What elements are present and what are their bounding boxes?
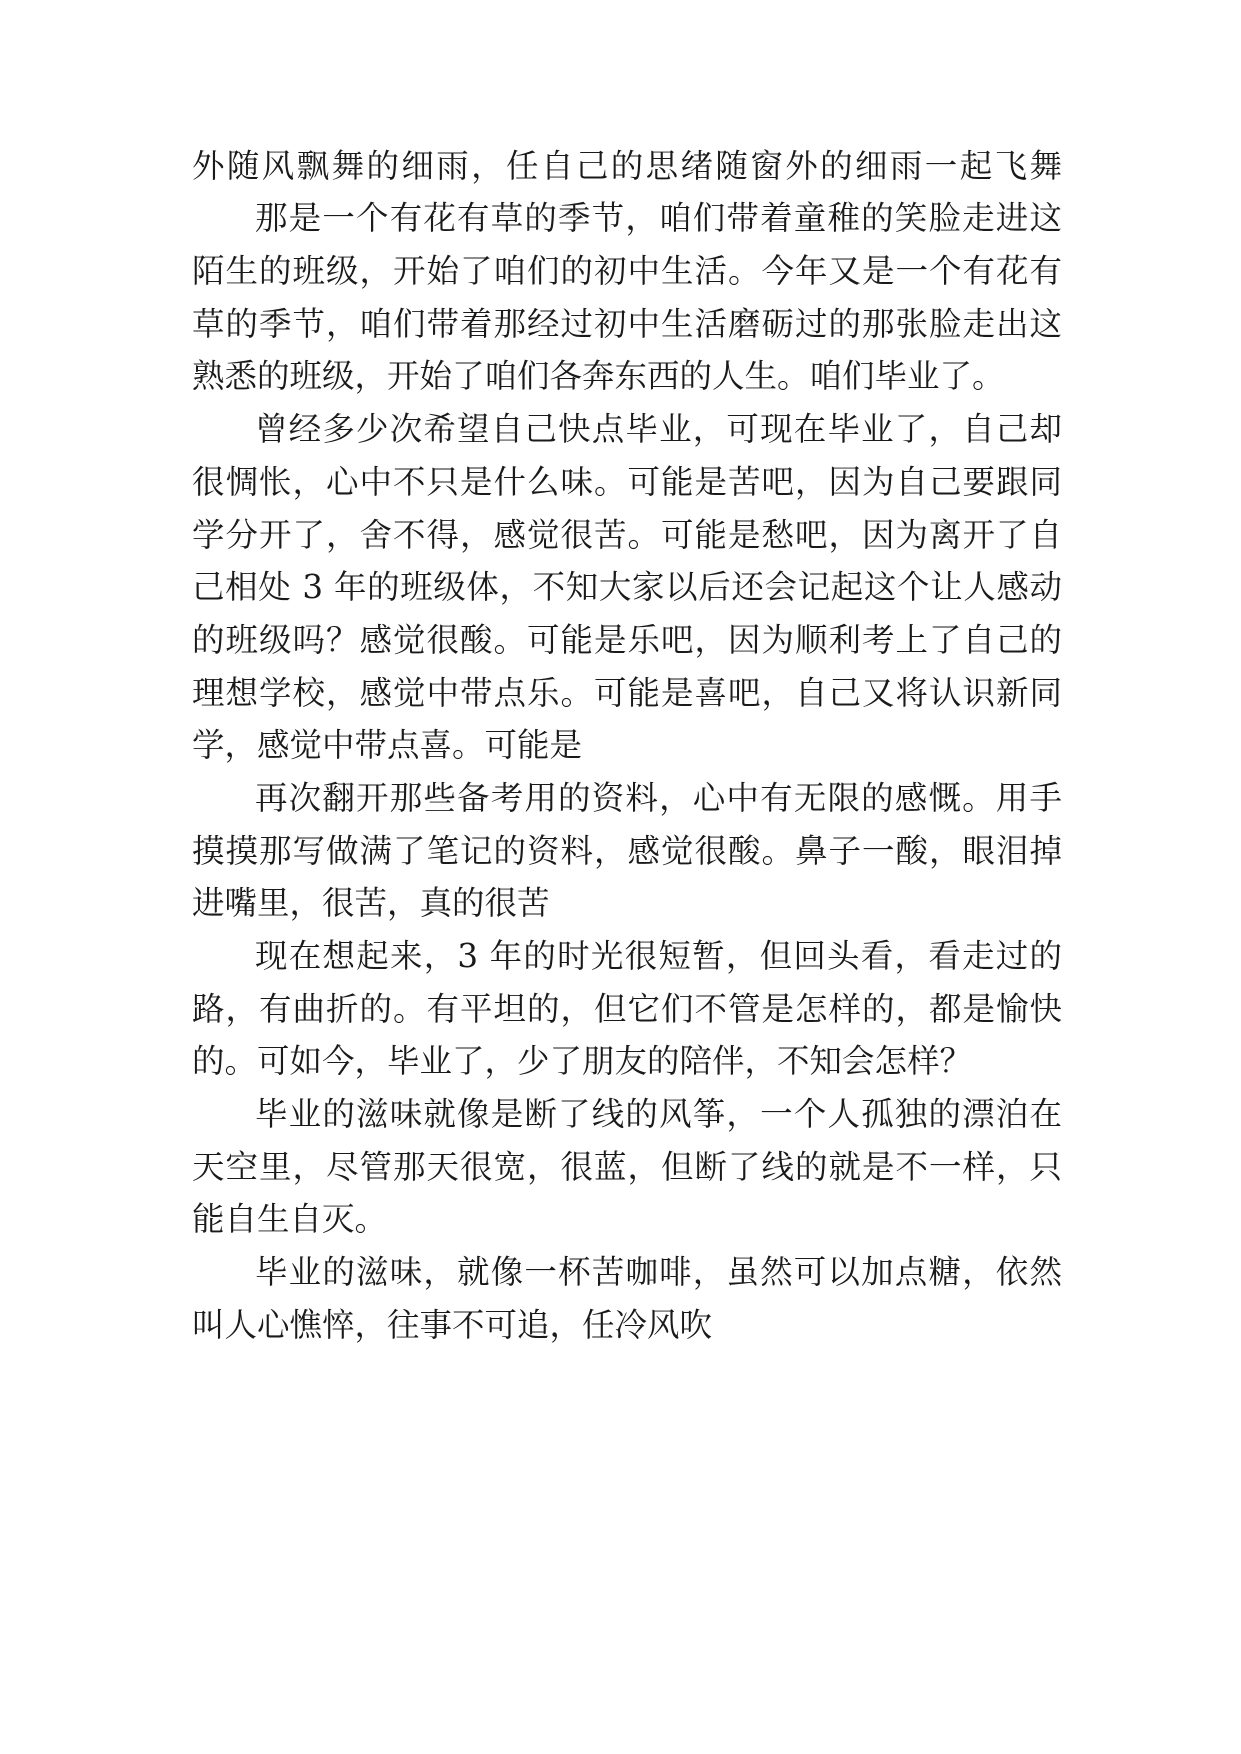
text-line: 学，感觉中带点喜。可能是 bbox=[192, 726, 583, 764]
paragraph-first-line: 毕业的滋味就像是断了线的风筝，一个人孤独的漂泊在 bbox=[255, 1095, 1062, 1133]
text-line: 外随风飘舞的细雨，任自己的思绪随窗外的细雨一起飞舞 bbox=[192, 147, 1062, 185]
paragraph-first-line: 那是一个有花有草的季节，咱们带着童稚的笑脸走进这 bbox=[255, 199, 1062, 237]
text-line: 天空里，尽管那天很宽，很蓝，但断了线的就是不一样，只 bbox=[192, 1148, 1062, 1186]
text-line: 草的季节，咱们带着那经过初中生活磨砺过的那张脸走出这 bbox=[192, 305, 1062, 343]
text-line: 的。可如今，毕业了，少了朋友的陪伴，不知会怎样？ bbox=[192, 1042, 973, 1080]
paragraph-first-line: 再次翻开那些备考用的资料，心中有无限的感慨。用手 bbox=[255, 779, 1062, 817]
text-line: 能自生自灭。 bbox=[192, 1200, 388, 1238]
text-line: 熟悉的班级，开始了咱们各奔东西的人生。咱们毕业了。 bbox=[192, 357, 1005, 395]
paragraph-first-line: 毕业的滋味，就像一杯苦咖啡，虽然可以加点糖，依然 bbox=[255, 1253, 1062, 1291]
text-line: 的班级吗？感觉很酸。可能是乐吧，因为顺利考上了自己的 bbox=[192, 621, 1062, 659]
text-line: 路，有曲折的。有平坦的，但它们不管是怎样的，都是愉快 bbox=[192, 990, 1062, 1028]
text-line: 很惆怅，心中不只是什么味。可能是苦吧，因为自己要跟同 bbox=[192, 463, 1062, 501]
text-line: 摸摸那写做满了笔记的资料，感觉很酸。鼻子一酸，眼泪掉 bbox=[192, 832, 1062, 870]
text-line: 进嘴里，很苦，真的很苦 bbox=[192, 884, 550, 922]
paragraph-first-line: 曾经多少次希望自己快点毕业，可现在毕业了，自己却 bbox=[255, 410, 1062, 448]
text-line: 学分开了，舍不得，感觉很苦。可能是愁吧，因为离开了自 bbox=[192, 516, 1062, 554]
text-line: 陌生的班级，开始了咱们的初中生活。今年又是一个有花有 bbox=[192, 252, 1062, 290]
text-line: 叫人心憔悴，往事不可追，任冷风吹 bbox=[192, 1306, 713, 1344]
text-line: 理想学校，感觉中带点乐。可能是喜吧，自己又将认识新同 bbox=[192, 674, 1062, 712]
text-line: 己相处 3 年的班级体，不知大家以后还会记起这个让人感动 bbox=[192, 568, 1062, 606]
paragraph-first-line: 现在想起来，3 年的时光很短暂，但回头看，看走过的 bbox=[255, 937, 1062, 975]
